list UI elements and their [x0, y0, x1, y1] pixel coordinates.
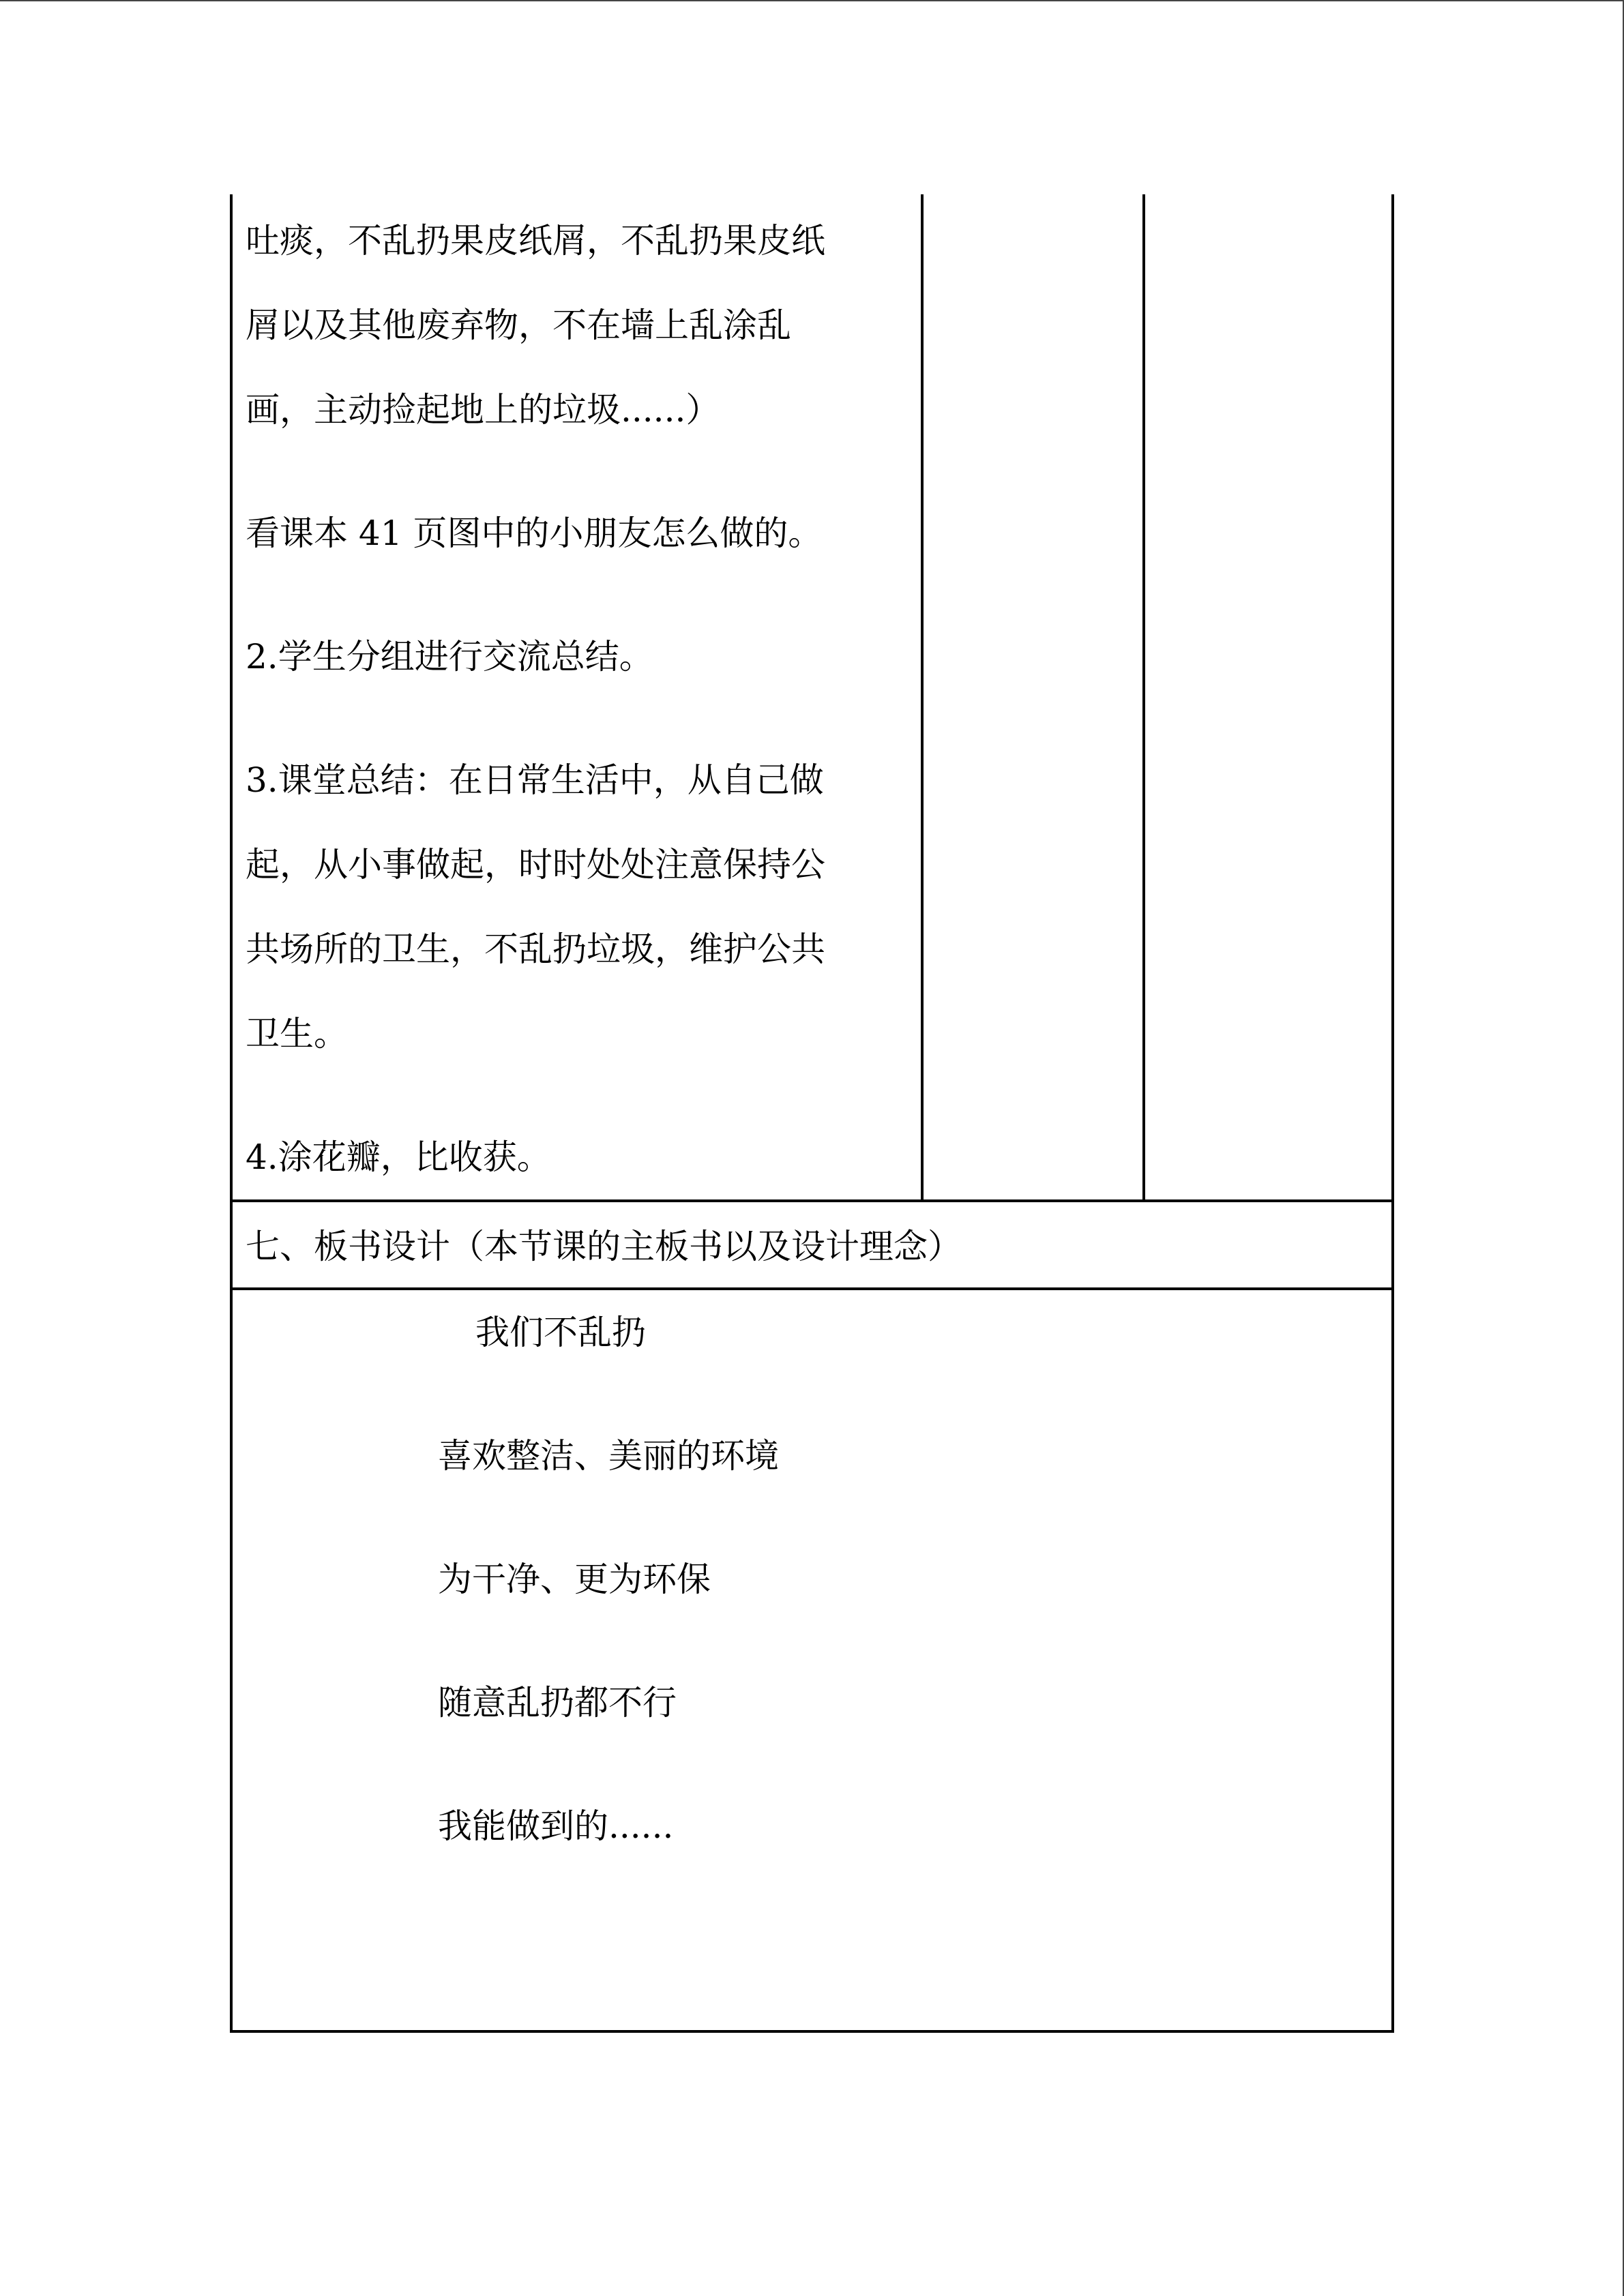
column-divider-1: [921, 194, 924, 1202]
board-line-1: 喜欢整洁、美丽的环境: [438, 1436, 779, 1476]
activity-line-2: 屑以及其他废弃物，不在墙上乱涂乱: [246, 305, 791, 345]
activity-line-1: 吐痰，不乱扔果皮纸屑，不乱扔果皮纸: [246, 221, 825, 260]
row-divider-activity-bottom: [230, 1199, 1394, 1202]
activity-line-3: 画，主动捡起地上的垃圾......）: [246, 390, 720, 430]
board-line-2: 为干净、更为环保: [438, 1560, 711, 1599]
table-right-border: [1391, 194, 1394, 2033]
table-bottom-border: [230, 2030, 1394, 2033]
board-line-3: 随意乱扔都不行: [438, 1683, 677, 1723]
activity-line-5: 2.学生分组进行交流总结。: [246, 637, 653, 676]
row-divider-heading-bottom: [230, 1287, 1394, 1290]
activity-line-6: 3.课堂总结：在日常生活中，从自己做: [246, 760, 824, 800]
board-line-4: 我能做到的......: [438, 1806, 674, 1846]
page-border-top: [0, 0, 1624, 1]
board-title: 我们不乱扔: [475, 1313, 646, 1352]
activity-line-9: 卫生。: [246, 1014, 348, 1054]
activity-line-4: 看课本 41 页图中的小朋友怎么做的。: [246, 513, 823, 553]
table-left-border: [230, 194, 233, 2033]
column-divider-2: [1142, 194, 1145, 1202]
board-design-heading: 七、板书设计（本节课的主板书以及设计理念）: [246, 1227, 962, 1266]
activity-line-8: 共场所的卫生，不乱扔垃圾，维护公共: [246, 929, 825, 969]
activity-line-7: 起，从小事做起，时时处处注意保持公: [246, 845, 825, 884]
activity-line-10: 4.涂花瓣，比收获。: [246, 1137, 551, 1177]
